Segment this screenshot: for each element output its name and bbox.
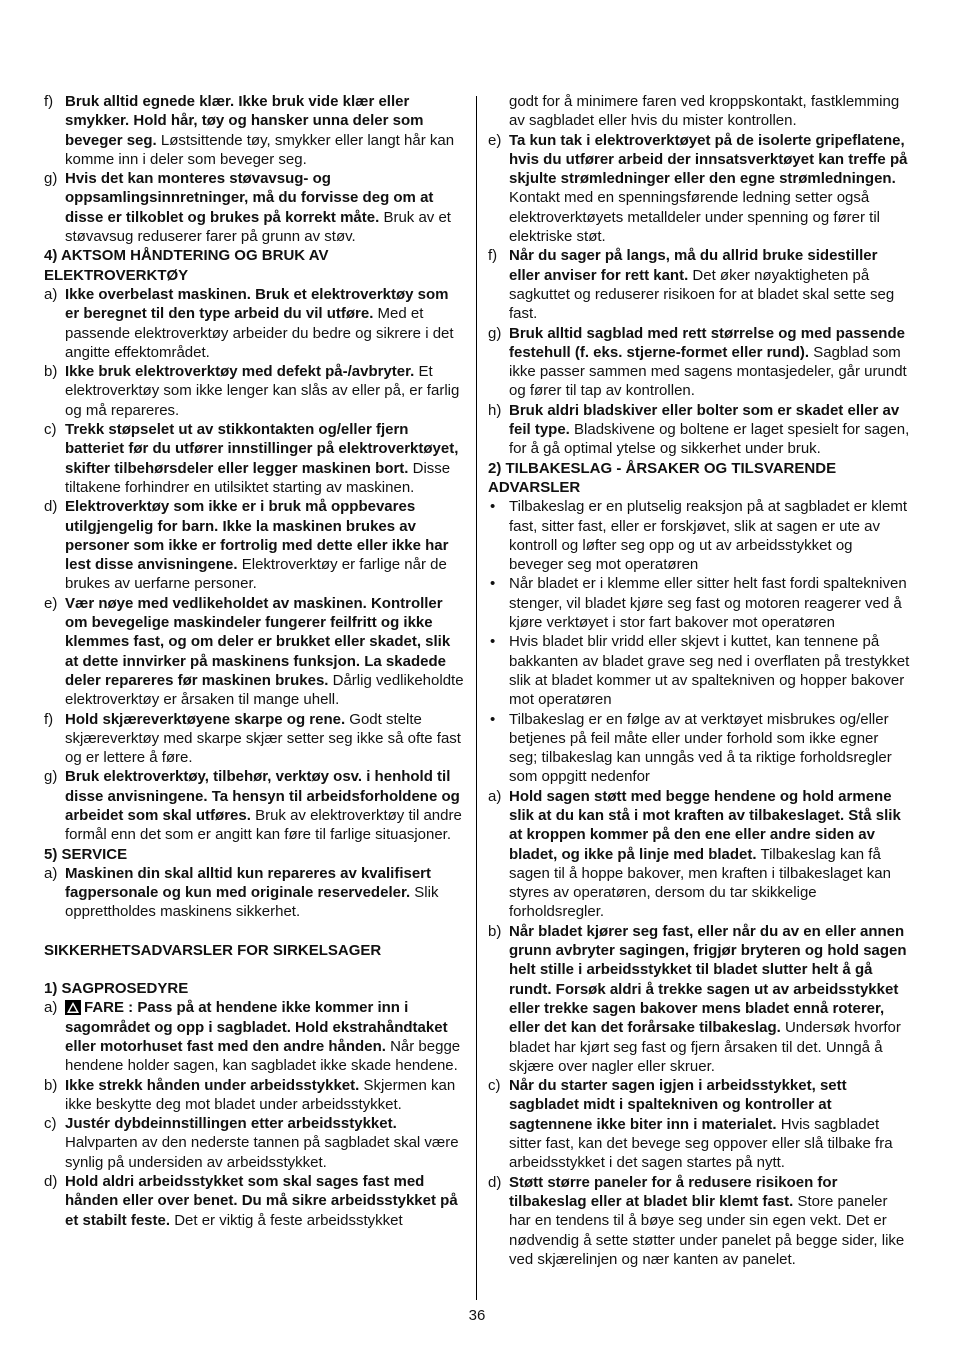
section-heading: SIKKERHETSADVARSLER FOR SIRKELSAGER <box>44 941 382 959</box>
list-item <box>488 1173 910 1269</box>
item-emphasis: Støtt større paneler for å redusere risikoen for tilbakeslag eller at bladet blir klemt fast. <box>509 1173 838 1210</box>
paragraph-text: godt for å minimere faren ved kroppskontakt, fastklemming av sagbladet eller hvis du mister kontrollen. <box>509 93 900 130</box>
item-text: Tilbakeslag er en følge av at verktøyet misbrukes og/eller betjenes på feil måte eller under forhold som ikke egner seg; tilbakeslag kan unngås ved å ta riktige forholdsregler som oppgitt nedenfor <box>509 710 892 786</box>
item-emphasis: Hold skjæreverktøyene skarpe og rene. <box>65 710 346 728</box>
item-emphasis: Justér dybdeinnstillingen etter arbeidsstykket. <box>65 1115 397 1133</box>
list-item <box>44 767 464 844</box>
item-label: f) <box>488 247 498 265</box>
item-emphasis: Når du starter sagen igjen i arbeidsstykket, sett sagbladet midt i spaltekniven og kontroller at sagtennene ikke biter inn i materialet. <box>509 1077 847 1133</box>
item-emphasis: Ta kun tak i elektroverktøyet på de isolerte gripeflatene, hvis du utfører arbeid der innsatsverktøyet kan treffe på skjulte strømledninger eller den egne strømledningen. <box>509 131 908 188</box>
item-label: e) <box>44 594 58 612</box>
item-label: b) <box>44 363 58 381</box>
item-text: Et elektroverktøy som ikke lenger kan slås av eller på, er farlig og må repareres. <box>65 363 460 419</box>
list-item <box>44 1076 464 1115</box>
item-text: Sagblad som ikke passer sammen med sagens montasjedeler, går urundt og fører til tap av kontrollen. <box>509 343 907 400</box>
item-emphasis: Hvis det kan monteres støvavsug- og oppsamlingsinnretninger, må du forvisse deg om at disse er tilkoblet og brukes på korrekt måte. <box>65 170 434 226</box>
item-text: Det øker nøyaktigheten på sagkuttet og reduserer risikoen for at bladet skal sette seg fast. <box>509 266 895 323</box>
item-label: c) <box>44 421 57 439</box>
item-text: Kontakt med en spenningsførende ledning setter også elektroverktøyets metalldeler under spenning og fører til elektriske støt. <box>509 189 881 246</box>
list-item <box>44 169 464 246</box>
item-text: Godt stelte skjæreverktøy med skarpe skjær setter seg ikke så ofte fast og er lettere å føre. <box>65 710 461 767</box>
item-emphasis: FARE : Pass på at hendene ikke kommer inn i sagområdet og opp i sagbladet. Hold ekstrahåndtaket eller motorhuset fast med den andre hånden. <box>65 999 448 1055</box>
item-text: Halvparten av den nederste tannen på sagbladet skal være synlig på undersiden av arbeidsstykket. <box>65 1134 459 1171</box>
item-emphasis: Bruk alltid egnede klær. Ikke bruk vide klær eller smykker. Hold hår, tøy og hansker unna deler som beveger seg. <box>65 93 424 149</box>
item-label: a) <box>488 787 502 805</box>
item-label: f) <box>44 710 54 728</box>
item-text: Undersøk hvorfor bladet har kjørt seg fast og fjern årsaken til det. Unngå å skjære over nagler eller skruer. <box>509 1019 901 1075</box>
section-heading: 5) SERVICE <box>44 845 128 863</box>
page-number: 36 <box>468 1307 486 1324</box>
item-text: Det er viktig å feste arbeidsstykket <box>170 1211 403 1229</box>
item-label: a) <box>44 864 58 882</box>
item-emphasis: Elektroverktøy som ikke er i bruk må oppbevares utilgjengelig for barn. Ikke la maskinen brukes av personer som ikke er fortrolig med dette eller ikke har lest disse anvisningene. <box>65 498 449 574</box>
list-item <box>488 246 910 323</box>
list-item <box>44 864 464 922</box>
list-item <box>488 131 910 247</box>
item-text: Når bladet er i klemme eller sitter helt fast fordi spaltekniven stenger, vil bladet kjøre seg fast og motoren reagerer ved å kjøre verktøyet i stor fart bakover mot operatøren <box>509 575 907 632</box>
item-label: b) <box>488 922 502 940</box>
bullet-marker: • <box>490 575 496 593</box>
bullet-item <box>488 497 910 574</box>
bullet-item <box>488 574 910 632</box>
bullet-item <box>488 710 910 787</box>
item-emphasis: Når bladet kjører seg fast, eller når du av en eller annen grunn avbryter sagingen, frigjør bryteren og hold sagen helt stille i arbeidsstykket til bladet slutter helt å gå rundt. Forsøk aldri å trekke sagen ut av arbeidsstykket eller trekke sagen bakover mens bladet ennå roterer, eller det kan det forårsake tilbakeslag. <box>509 922 907 1037</box>
item-emphasis: Bruk alltid sagblad med rett størrelse og med passende festehull (f. eks. stjerne-formet eller rund). <box>509 324 905 361</box>
item-label: a) <box>44 285 58 303</box>
right-column <box>488 92 910 1269</box>
item-text: Slik opprettholdes maskinens sikkerhet. <box>65 884 439 921</box>
item-emphasis: Bruk elektroverktøy, tilbehør, verktøy osv. i henhold til disse anvisningene. Ta hensyn til arbeidsforholdene og arbeidet som skal utføres. <box>65 768 460 824</box>
item-text: Bruk av et støvavsug reduserer farer på grunn av støv. <box>65 208 451 246</box>
item-label: g) <box>488 324 502 342</box>
item-text: Tilbakeslag kan få sagen til å hoppe bakover, men kraften i tilbakeslaget kan styres av operatøren, dersom du tar skikkelige forholdsregler. <box>509 845 891 921</box>
bullet-marker: • <box>490 710 496 728</box>
section-heading: 2) TILBAKESLAG - ÅRSAKER OG TILSVARENDE ADVARSLER <box>488 459 837 496</box>
list-item <box>44 1172 464 1230</box>
item-text: Skjermen kan ikke beskytte deg mot bladet under arbeidsstykket. <box>65 1076 456 1113</box>
spacer <box>44 922 464 941</box>
item-emphasis: Hold sagen støtt med begge hendene og hold armene slik at du kan stå i mot kraften av tilbakeslaget. Stå slik at kroppen kommer på den ene eller andre siden av bladet, og ikke på linje med bladet. <box>509 787 901 863</box>
item-label: e) <box>488 131 502 149</box>
bullet-marker: • <box>490 498 496 516</box>
list-item <box>488 1076 910 1172</box>
item-label: h) <box>488 401 502 419</box>
bullet-marker: • <box>490 633 496 651</box>
list-item <box>44 594 464 710</box>
list-item <box>488 787 910 922</box>
item-text: Hvis sagbladet sitter fast, kan det bevege seg oppover eller slå tilbake fra arbeidsstykket i det sagen startes på nytt. <box>509 1115 893 1172</box>
item-emphasis: Vær nøye med vedlikeholdet av maskinen. Kontroller om bevegelige maskindeler fungerer feilfritt og ikke klemmes fast, og om deler er brukket eller skadet, slik at dette innvirker på maskinens funksjon. La skadede deler repareres før maskinen brukes. <box>65 594 451 689</box>
list-item <box>44 497 464 593</box>
item-label: d) <box>44 498 58 516</box>
item-label: c) <box>488 1077 501 1095</box>
column-divider <box>476 96 477 1300</box>
item-label: g) <box>44 170 58 188</box>
item-text: Løstsittende tøy, smykker eller langt hår kan komme inn i deler som beveger seg. <box>65 131 455 168</box>
item-label: d) <box>44 1173 58 1191</box>
list-item <box>488 922 910 1076</box>
item-text: Med et passende elektroverktøy arbeider du bedre og sikrere i det angitte effektområdet. <box>65 305 454 361</box>
item-label: a) <box>44 999 58 1017</box>
item-text: Hvis bladet blir vridd eller skjevt i kuttet, kan tennene på bakkanten av bladet grave seg ned i overflaten på trestykket slik at bladet kommer ut av spaltekniven og hopper bakover mot operatøren <box>509 633 910 709</box>
item-label: d) <box>488 1173 502 1191</box>
list-item <box>488 401 910 459</box>
item-emphasis: Trekk støpselet ut av stikkontakten og/eller fjern batteriet før du utfører innstillinger på elektroverktøyet, skifter tilbehørsdeler eller legger maskinen bort. <box>65 421 459 477</box>
item-text: Tilbakeslag er en plutselig reaksjon på at sagbladet er klemt fast, sitter fast, eller er forskjøvet, slik at sagen er ute av kontroll og løfter seg opp og ut av arbeidsstykket og beveger seg mot operatøren <box>509 498 907 574</box>
item-label: f) <box>44 93 54 110</box>
item-text: Når begge hendene holder sagen, kan sagbladet ikke skade hendene. <box>65 1037 461 1075</box>
item-emphasis: Når du sager på langs, må du allrid bruke sidestiller eller anviser for rett kant. <box>509 247 878 284</box>
item-text: Disse tiltakene forhindrer en utilsiktet starting av maskinen. <box>65 459 451 496</box>
list-item <box>44 92 464 169</box>
item-emphasis: Hold aldri arbeidsstykket som skal sages fast med hånden eller over benet. Du må sikre arbeidsstykket på et stabilt feste. <box>65 1173 458 1229</box>
list-item <box>44 285 464 362</box>
section-heading: 4) AKTSOM HÅNDTERING OG BRUK AV ELEKTROVERKTØY <box>44 247 329 284</box>
item-emphasis: Maskinen din skal alltid kun repareres av kvalifisert fagpersonale og kun med originale reservedeler. <box>65 864 431 902</box>
item-text: Store paneler har en tendens til å bøye seg under sin egen vekt. Det er nødvendig å sette støtter under panelet på begge sider, like ved skjærelinjen og nær kanten av panelet. <box>509 1192 905 1268</box>
bullet-item <box>488 632 910 709</box>
continued-paragraph <box>488 92 910 131</box>
item-text: Bruk av elektroverktøy til andre formål enn det som er angitt kan føre til farlige situasjoner. <box>65 806 462 844</box>
item-text: Elektroverktøy er farlige når de brukes av uerfarne personer. <box>65 556 447 593</box>
list-item <box>488 324 910 401</box>
item-emphasis: Bruk aldri bladskiver eller bolter som er skadet eller av feil type. <box>509 401 900 439</box>
list-item <box>44 710 464 768</box>
item-label: c) <box>44 1115 57 1133</box>
item-emphasis: Ikke strekk hånden under arbeidsstykket. <box>65 1076 360 1094</box>
list-item <box>44 362 464 420</box>
left-column <box>44 92 464 1230</box>
item-emphasis: Ikke bruk elektroverktøy med defekt på-/avbryter. <box>65 363 415 381</box>
section-heading: 1) SAGPROSEDYRE <box>44 980 189 998</box>
list-item <box>44 1114 464 1172</box>
item-label: g) <box>44 768 58 786</box>
spacer <box>44 960 464 979</box>
list-item <box>44 420 464 497</box>
item-text: Dårlig vedlikeholdte elektroverktøy er årsaken til mange uhell. <box>65 671 464 709</box>
item-text: Bladskivene og boltene er laget spesielt for sagen, for å gå optimal ytelse og sikkerhet under bruk. <box>509 421 910 458</box>
item-emphasis: Ikke overbelast maskinen. Bruk et elektroverktøy som er beregnet til den type arbeid du vil utføre. <box>65 285 449 323</box>
item-label: b) <box>44 1076 58 1094</box>
warning-triangle-icon <box>65 1000 81 1015</box>
list-item <box>44 998 464 1075</box>
